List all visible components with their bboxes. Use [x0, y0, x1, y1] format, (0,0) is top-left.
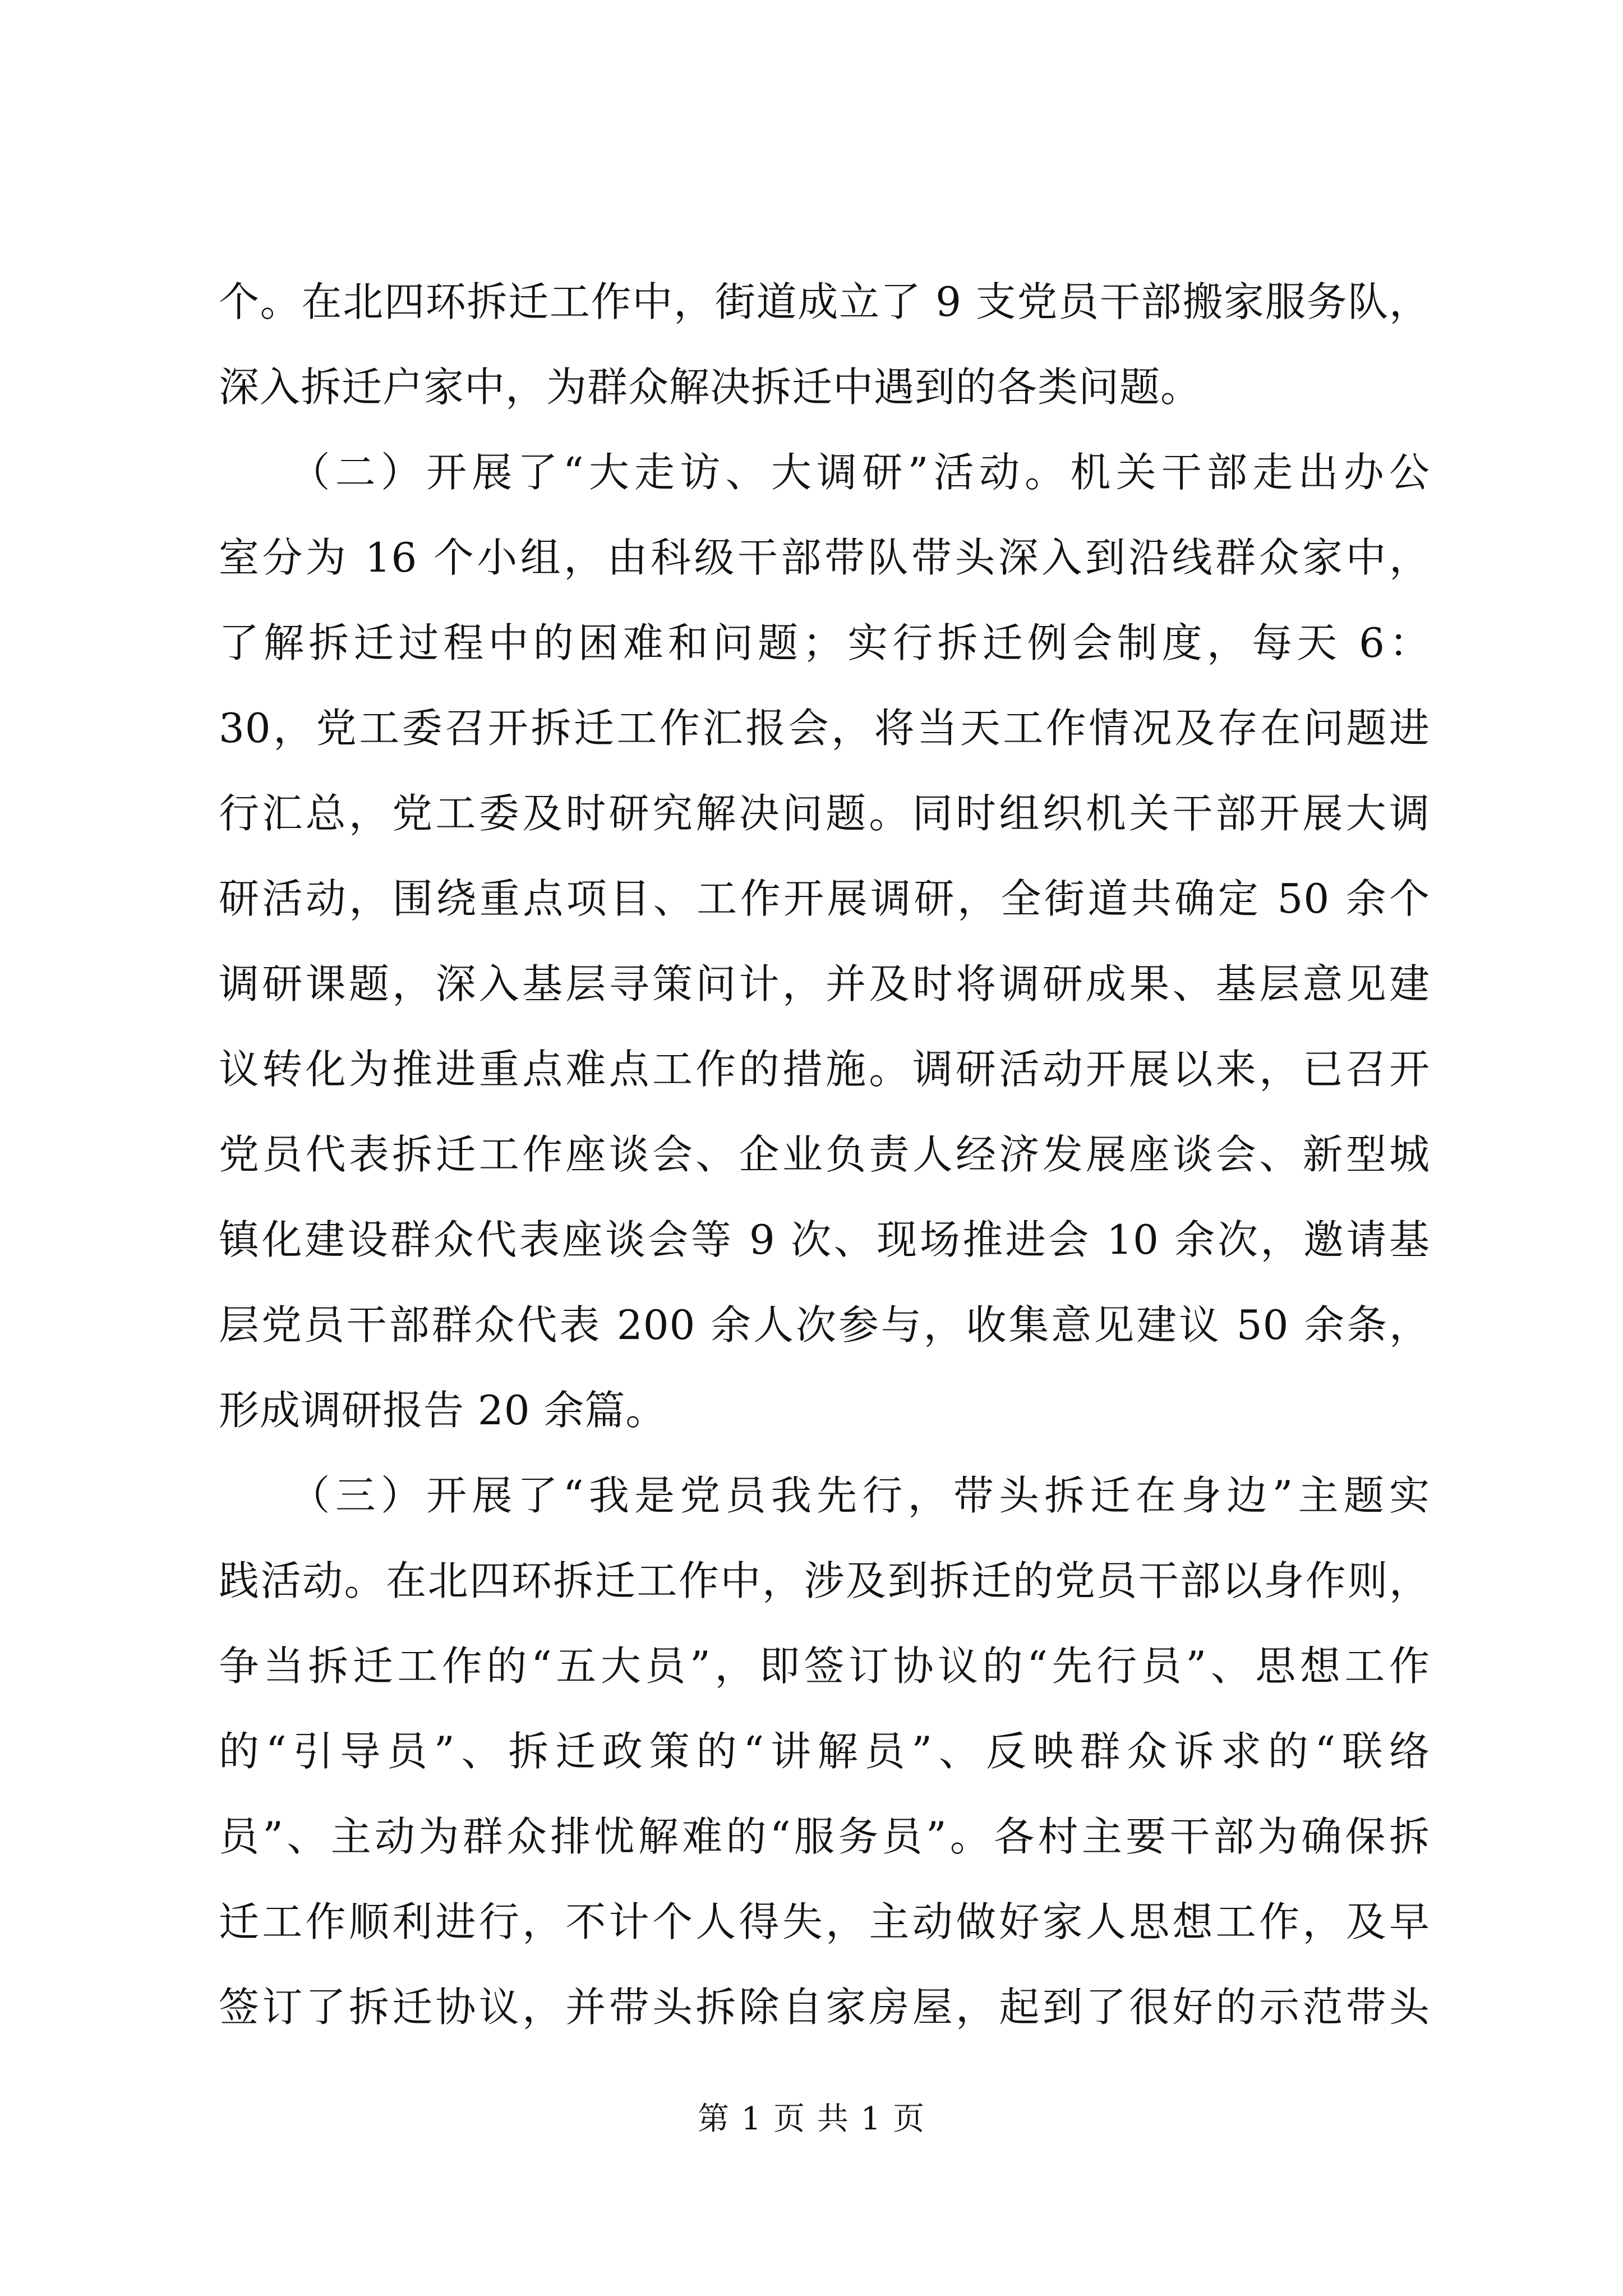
page-footer: 第 1 页 共 1 页: [697, 2101, 926, 2137]
text-line: 签订了拆迁协议，并带头拆除自家房屋，起到了很好的示范带头: [219, 1984, 1430, 2031]
text-line: 深入拆迁户家中，为群众解决拆迁中遇到的各类问题。: [219, 364, 1202, 411]
text-line: 研活动，围绕重点项目、工作开展调研，全街道共确定 50 余个: [219, 875, 1430, 922]
text-line: （二）开展了“大走访、大调研”活动。机关干部走出办公: [219, 449, 1430, 496]
text-line: 迁工作顺利进行，不计个人得失，主动做好家人思想工作，及早: [219, 1898, 1430, 1945]
text-line: 个。在北四环拆迁工作中，街道成立了 9 支党员干部搬家服务队，: [219, 278, 1430, 325]
text-line: 调研课题，深入基层寻策问计，并及时将调研成果、基层意见建: [219, 960, 1430, 1007]
text-line: 形成调研报告 20 余篇。: [219, 1387, 667, 1434]
text-line: 了解拆迁过程中的困难和问题；实行拆迁例会制度，每天 6：: [219, 619, 1430, 666]
text-line: （三）开展了“我是党员我先行，带头拆迁在身边”主题实: [219, 1472, 1430, 1519]
text-line: 行汇总，党工委及时研究解决问题。同时组织机关干部开展大调: [219, 790, 1430, 837]
text-line: 层党员干部群众代表 200 余人次参与，收集意见建议 50 余条，: [219, 1301, 1430, 1349]
text-line: 议转化为推进重点难点工作的措施。调研活动开展以来，已召开: [219, 1046, 1430, 1093]
text-line: 室分为 16 个小组，由科级干部带队带头深入到沿线群众家中，: [219, 534, 1430, 581]
text-line: 的“引导员”、拆迁政策的“讲解员”、反映群众诉求的“联络: [219, 1728, 1430, 1775]
text-line: 员”、主动为群众排忧解难的“服务员”。各村主要干部为确保拆: [219, 1813, 1430, 1860]
text-line: 30，党工委召开拆迁工作汇报会，将当天工作情况及存在问题进: [219, 705, 1430, 752]
text-line: 争当拆迁工作的“五大员”，即签订协议的“先行员”、思想工作: [219, 1642, 1430, 1690]
text-line: 镇化建设群众代表座谈会等 9 次、现场推进会 10 余次，邀请基: [219, 1216, 1430, 1263]
text-line: 党员代表拆迁工作座谈会、企业负责人经济发展座谈会、新型城: [219, 1131, 1430, 1178]
document-body: [219, 259, 1430, 2050]
text-line: 践活动。在北四环拆迁工作中，涉及到拆迁的党员干部以身作则，: [219, 1557, 1430, 1604]
